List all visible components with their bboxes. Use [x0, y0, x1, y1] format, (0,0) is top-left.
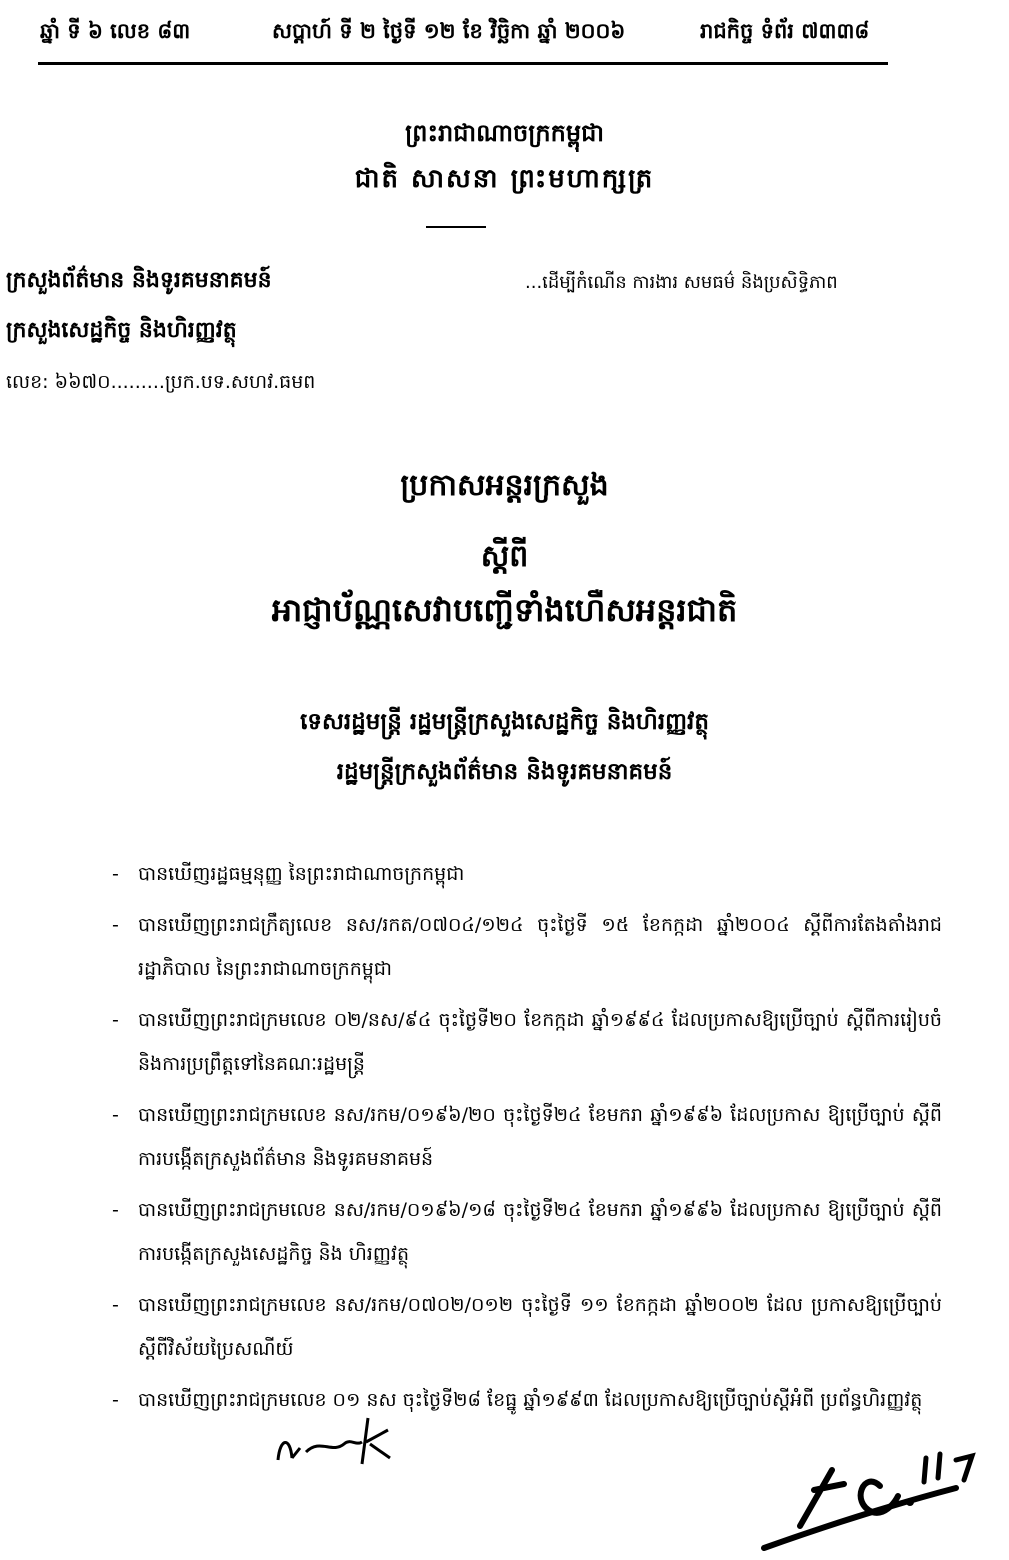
document-type: ប្រកាសអន្តរក្រសួង [400, 468, 609, 503]
motto-ornament [426, 226, 486, 228]
consideration-item: - បានឃើញព្រះរាជក្រមលេខ នស/រកម/០១៩៦/២០ ចុះថ្ងៃទី២៤ ខែមករា ឆ្នាំ១៩៩៦ ដែលប្រកាស ឱ្យប្រើច្បាប់ ស្តីពីការបង្កើតក្រសួងព័ត៌មាន និងទូរគមនាគមន៍ [112, 1104, 942, 1170]
gazette-issue: ឆ្នាំ ទី ៦ លេខ ៨៣ [40, 19, 191, 43]
ministry-posts-telecom: ក្រសួងព័ត៌មាន និងទូរគមនាគមន៍ [6, 268, 272, 293]
title-regarding: ស្តីពី [480, 539, 529, 574]
consideration-text: បានឃើញព្រះរាជក្រមលេខ នស/រកម/០១៩៦/១៨ ចុះថ្ងៃទី២៤ ខែមករា ឆ្នាំ១៩៩៦ ដែលប្រកាស ឱ្យប្រើច្បាប់ ស្តីពីការបង្កើតក្រសួងសេដ្ឋកិច្ច និង ហិរញ្ញវត្ថុ [138, 1199, 942, 1265]
handwritten-initials [270, 1408, 400, 1478]
document-subject: អាជ្ញាប័ណ្ណសេវាបញ្ជើទាំងហេឺសអន្តរជាតិ [271, 591, 738, 629]
consideration-item: - បានឃើញព្រះរាជក្រមលេខ នស/រកម/០៧០២/០១២ ចុះថ្ងៃទី ១១ ខែកក្កដា ឆ្នាំ២០០២ ដែល ប្រកាសឱ្យប្រើច្បាប់ស្តីពីវិស័យប្រៃសណីយ៍ [112, 1294, 942, 1360]
authority-line-2: រដ្ឋមន្ត្រីក្រសួងព័ត៌មាន និងទូរគមនាគមន៍ [336, 759, 673, 785]
considerations-list [112, 852, 942, 1429]
consideration-text: បានឃើញរដ្ឋធម្មនុញ្ញ នៃព្រះរាជាណាចក្រកម្ពុជា [138, 863, 465, 885]
national-motto: ជាតិ សាសនា ព្រះមហាក្សត្រ [354, 164, 655, 194]
handwritten-signature [760, 1430, 1000, 1555]
consideration-text: បានឃើញព្រះរាជក្រមលេខ ០១ នស ចុះថ្ងៃទី២៨ ខែធ្នូ ឆ្នាំ១៩៩៣ ដែលប្រកាសឱ្យប្រើច្បាប់ស្តីអំពី ប្រព័ន្ធហិរញ្ញវត្ថុ [138, 1389, 923, 1411]
ministry-economy-finance: ក្រសួងសេដ្ឋកិច្ច និងហិរញ្ញវត្ថុ [6, 318, 237, 343]
consideration-item: - បានឃើញព្រះរាជក្រមលេខ ០១ នស ចុះថ្ងៃទី២៨ ខែធ្នូ ឆ្នាំ១៩៩៣ ដែលប្រកាសឱ្យប្រើច្បាប់ស្តីអំពី ប្រព័ន្ធហិរញ្ញវត្ថុ [112, 1389, 923, 1411]
consideration-text: បានឃើញព្រះរាជក្រឹត្យលេខ នស/រកត/០៧០៤/១២៤ ចុះថ្ងៃទី ១៥ ខែកក្កដា ឆ្នាំ២០០៤ ស្តីពីការតែងតាំងរាជរដ្ឋាភិបាល នៃព្រះរាជាណាចក្រកម្ពុជា [138, 914, 942, 980]
gazette-page: រាជកិច្ច ទំព័រ ៧៣៣៨ [700, 19, 870, 43]
consideration-item: - បានឃើញរដ្ឋធម្មនុញ្ញ នៃព្រះរាជាណាចក្រកម្ពុជា [112, 863, 465, 885]
consideration-item: - បានឃើញព្រះរាជក្រមលេខ ០២/នស/៩៤ ចុះថ្ងៃទី២០ ខែកក្កដា ឆ្នាំ១៩៩៤ ដែលប្រកាសឱ្យប្រើច្បាប់ ស្តីពីការរៀបចំ និងការប្រព្រឹត្តទៅនៃគណៈរដ្ឋមន្ត្រី [112, 1009, 942, 1075]
kingdom-name: ព្រះរាជាណាចក្រកម្ពុជា [405, 119, 604, 147]
gazette-date: សប្តាហ៍ ទី ២ ថ្ងៃទី ១២ ខែ វិច្ឆិកា ឆ្នាំ ២០០៦ [272, 19, 626, 43]
consideration-item: - បានឃើញព្រះរាជក្រឹត្យលេខ នស/រកត/០៧០៤/១២៤ ចុះថ្ងៃទី ១៥ ខែកក្កដា ឆ្នាំ២០០៤ ស្តីពីការតែងតាំងរាជរដ្ឋាភិបាល នៃព្រះរាជាណាចក្រកម្ពុជា [112, 914, 942, 980]
header-rule [38, 62, 888, 65]
reference-number: លេខ: ៦៦៧០.........ប្រក.បទ.សហវ.ធមព [6, 371, 316, 393]
authority-line-1: ទេសរដ្ឋមន្ត្រី រដ្ឋមន្ត្រីក្រសួងសេដ្ឋកិច្ច និងហិរញ្ញវត្ថុ [300, 709, 709, 735]
ministry-slogan: ...ដើម្បីកំណើន ការងារ សមធម៌ និងប្រសិទ្ធិភាព [525, 272, 838, 293]
consideration-text: បានឃើញព្រះរាជក្រមលេខ នស/រកម/០៧០២/០១២ ចុះថ្ងៃទី ១១ ខែកក្កដា ឆ្នាំ២០០២ ដែល ប្រកាសឱ្យប្រើច្បាប់ស្តីពីវិស័យប្រៃសណីយ៍ [138, 1294, 942, 1360]
consideration-text: បានឃើញព្រះរាជក្រមលេខ ០២/នស/៩៤ ចុះថ្ងៃទី២០ ខែកក្កដា ឆ្នាំ១៩៩៤ ដែលប្រកាសឱ្យប្រើច្បាប់ ស្តីពីការរៀបចំ និងការប្រព្រឹត្តទៅនៃគណៈរដ្ឋមន្ត្រី [138, 1009, 942, 1075]
consideration-item: - បានឃើញព្រះរាជក្រមលេខ នស/រកម/០១៩៦/១៨ ចុះថ្ងៃទី២៤ ខែមករា ឆ្នាំ១៩៩៦ ដែលប្រកាស ឱ្យប្រើច្បាប់ ស្តីពីការបង្កើតក្រសួងសេដ្ឋកិច្ច និង ហិរញ្ញវត្ថុ [112, 1199, 942, 1265]
consideration-text: បានឃើញព្រះរាជក្រមលេខ នស/រកម/០១៩៦/២០ ចុះថ្ងៃទី២៤ ខែមករា ឆ្នាំ១៩៩៦ ដែលប្រកាស ឱ្យប្រើច្បាប់ ស្តីពីការបង្កើតក្រសួងព័ត៌មាន និងទូរគមនាគមន៍ [138, 1104, 942, 1170]
